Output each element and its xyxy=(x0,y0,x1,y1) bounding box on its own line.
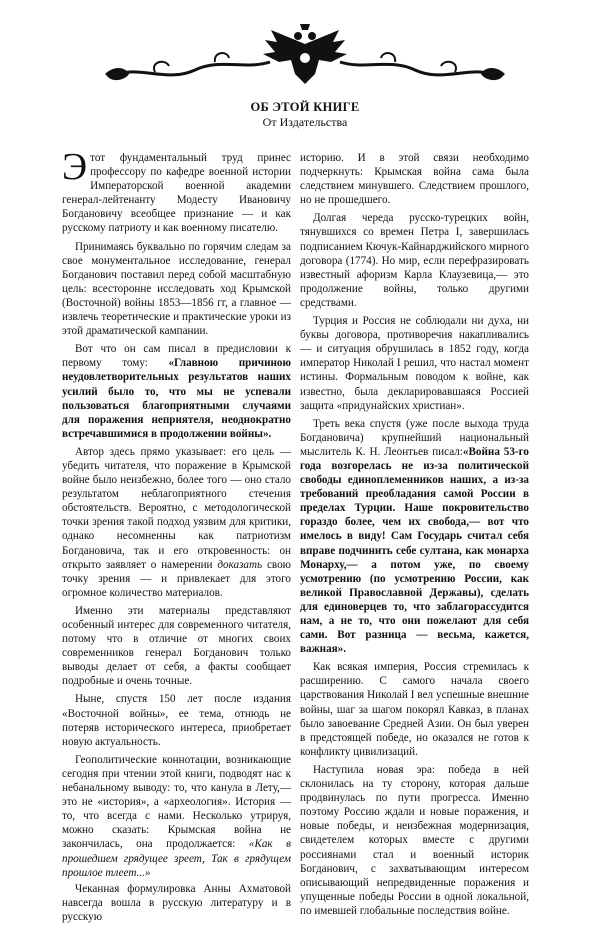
paragraph: Турция и Россия не соблюдали ни духа, ни буквы договора, противоречия накапливались — и ситуация обрушилась в 1852 году, когда император Николай I решил, что настал момент истины. Формальным поводом к войне, как известно, была декларировавшаяся Россией защита «придунайских христиан». xyxy=(300,315,529,412)
poem-quote: «Как в прошедшем грядущее зреет, Так в грядущем прошлое тлеет...» xyxy=(62,838,291,879)
paragraph xyxy=(62,342,291,441)
drop-cap: Э xyxy=(62,146,88,188)
paragraph-text: Вот что он сам писал в предисловии к первому тому: xyxy=(62,343,291,370)
paragraph-text: Геополитические коннотации, возникающие сегодня при чтении этой книги, подводят нас к небанальному выводу: то, что канула в Лету,— это не «история», а «археология». История — то, что всегда с нами. Несколько утрируя, можно сказать: Крымская война не закончилась, она продолжается: xyxy=(62,753,291,851)
paragraph-text: свою точку зрения — и привлекает для этого огромное количество материалов. xyxy=(62,558,291,599)
paragraph xyxy=(62,445,291,600)
paragraph xyxy=(62,753,291,880)
bold-quote: «Главною причиною неудовлетворительных результатов наших усилий было то, что мы не успевали пользоваться благоприятными случаями для поражения неприятеля, неоднократно встречавшимися в продолжении войны». xyxy=(62,357,291,440)
double-headed-eagle-ornament xyxy=(95,22,515,92)
page-title: ОБ ЭТОЙ КНИГЕ xyxy=(250,100,360,114)
paragraph xyxy=(300,417,529,657)
paragraph-text: Автор здесь прямо указывает: его цель — убедить читателя, что поражение в Крымской войне было неизбежно, более того — оно стало результатом неблагоприятного стечения обстоятельств. Вероятно, с методологической точки зрения такой подход уязвим для критики, однако несомненны как патриотизм Богдановича, так и его откровенность: он открыто заявляет о намерении xyxy=(62,445,291,571)
page-subtitle: От Издательства xyxy=(262,115,348,129)
paragraph: историю. И в этой связи необходимо подчеркнуть: Крымская война сама была следствием минувшего. Следствием прошлого, но не прошедшего. xyxy=(300,152,529,207)
paragraph: Чеканная формулировка Анны Ахматовой навсегда вошла в русскую литературу и в русскую xyxy=(62,882,291,923)
paragraph-text: тот фундаментальный труд принес профессору по кафедре военной истории Императорской военной академии генерал-лейтенанту Модесту Ивановичу Богдановичу всеобщее признание — и как русскому патриоту и как военному писателю. xyxy=(62,152,291,235)
paragraph: Долгая череда русско-турецких войн, тянувшихся со времен Петра I, завершилась подписанием Кючук-Кайнарджийского мирного договора (1774). Но мир, если перефразировать известный афоризм Карла Клаузевица,— это продолжение войны, только другими средствами. xyxy=(300,212,529,309)
paragraph: Принимаясь буквально по горячим следам за свое монументальное исследование, генерал Богданович поставил перед собой масштабную цель: всесторонне исследовать ход Крымской (Восточной) войны 1853—1856 гг, а главное — извлечь теоретические и практические уроки из этой драматической кампании. xyxy=(62,240,291,338)
bold-quote: «Война 53-го года возгорелась не из-за политической свободы единоплеменников наших, а из-за требований преобладания самой России в пределах Турции. Наше покровительство гораздо более, чем их свобода,— вот что имелось в виду! Сам Государь считал себя вправе подчинить себе султана, как монарха Монарху,— а потом уже, по своему усмотрению (по усмотрению России, как великой Православной Державы), сделать для единоверцев то, что заблагорассудится нам, а не то, что они пожелают для себя сами. Вот разница — весьма, кажется, важная». xyxy=(300,445,529,656)
paragraph: Как всякая империя, Россия стремилась к расширению. С самого начала своего царствования Николай I вел успешные внешние войны, шаг за шагом покорял Кавказ, в планах было завоевание Средней Азии. Он был уверен в предстоящей победе, но оказался не готов к конфликту цивилизаций. xyxy=(300,661,529,758)
title-block xyxy=(0,100,610,129)
italic-word: доказать xyxy=(217,558,263,571)
paragraph-text: Треть века спустя (уже после выхода труда Богдановича) крупнейший национальный мыслитель К. Н. Леонтьев писал: xyxy=(300,417,529,458)
paragraph: Именно эти материалы представляют особенный интерес для современного читателя, потому что в отличие от многих своих современников генерал Богданович только выводы делает от себя, а факты сообщает подробные и очень точные. xyxy=(62,604,291,688)
paragraph: Наступила новая эра: победа в ней склонилась на ту сторону, которая дальше продвинулась по пути прогресса. Именно поэтому Россию ждали и новые поражения, и новые победы, и неизбежная модернизация, свидетелем которых вместе с другими россиянами стал и военный историк Богданович, с захватывающим интересом описывающий непредвиденные поражения и упущенные победы России в одной локальной, по имевшей глобальные последствия войне. xyxy=(300,763,529,917)
paragraph xyxy=(62,146,291,236)
left-column xyxy=(62,146,291,928)
right-column xyxy=(300,151,529,922)
paragraph: Ныне, спустя 150 лет после издания «Восточной войны», ее тема, отнюдь не потеряв исторического интереса, приобретает новую актуальность. xyxy=(62,693,291,748)
